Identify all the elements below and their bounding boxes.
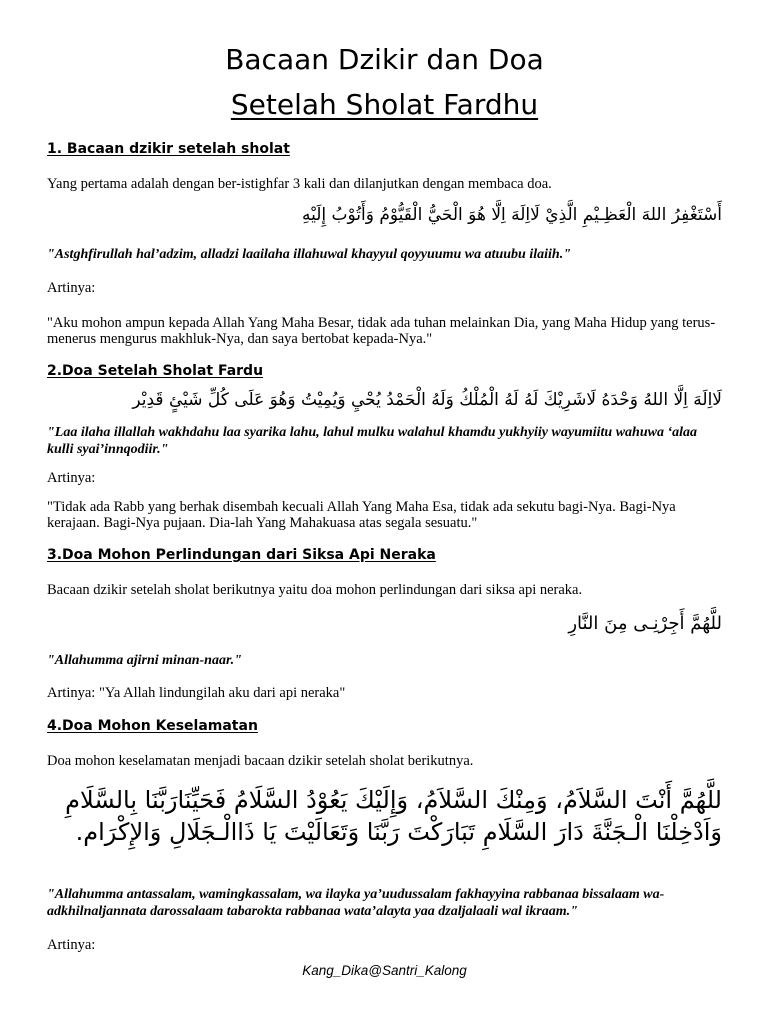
section-4-intro: Doa mohon keselamatan menjadi bacaan dzikir setelah sholat berikutnya. (47, 753, 474, 769)
section-2-arabic: لَااِلَهَ اِلَّا اللهُ وَحْدَهُ لَاشَرِيْكَ لَهُ لَهُ الْمُلْكُ وَلَهُ الْحَمْدُ يُحْيِ وَيُمِيْتُ وَهُوَ عَلَى كُلِّ شَيْئٍ قَدِيْر (132, 390, 722, 410)
section-1-translation: "Aku mohon ampun kepada Allah Yang Maha Besar, tidak ada tuhan melainkan Dia, yang Maha Hidup yang terus-menerus mengurus makhluk-Nya, dan saya bertobat kepada-Nya." (47, 315, 716, 347)
page-subtitle: Setelah Sholat Fardhu (230, 88, 539, 121)
section-3-arabic: للَّهُمَّ أَجِرْنِـى مِنَ النَّارِ (568, 613, 722, 634)
section-4-latin: "Allahumma antassalam, wamingkassalam, wa ilayka ya’uudussalam fakhayyina rabbanaa bissalaam wa-adkhilnaljannata darossalaam tabarokta rabbanaa wata’alayta yaa dzaljalaali wal ikraam." (47, 887, 665, 919)
section-1-heading: 1. Bacaan dzikir setelah sholat (47, 141, 290, 157)
section-2-translation: "Tidak ada Rabb yang berhak disembah kecuali Allah Yang Maha Esa, tidak ada sekutu bagi-Nya. Bagi-Nya kerajaan. Bagi-Nya pujaan. Dia-lah Yang Mahakuasa atas segala sesuatu." (47, 499, 676, 531)
section-1-latin: "Astghfirullah hal’adzim, alladzi laailaha illahuwal khayyul qoyyuumu wa atuubu ilaiih." (47, 247, 571, 262)
section-4-artinya-label: Artinya: (47, 937, 96, 953)
section-2-latin: "Laa ilaha illallah wakhdahu laa syarika lahu, lahul mulku walahul khamdu yukhyiiy wayumiitu wahuwa ‘alaa kulli syai’innqodiir." (47, 425, 698, 457)
section-1-arabic: أَسْتَغْفِرُ اللهَ الْعَظِـيْمِ الَّذِيْ لَااِلَهَ اِلَّا هُوَ الْحَيُّ الْقَيُّوْمُ وَأَتُوْبُ إِلَيْهِ (301, 205, 722, 225)
section-1-artinya-label: Artinya: (47, 280, 96, 296)
section-1-intro: Yang pertama adalah dengan ber-istighfar 3 kali dan dilanjutkan dengan membaca doa. (47, 176, 552, 192)
section-2-heading: 2.Doa Setelah Sholat Fardu (47, 363, 264, 379)
section-4-arabic: للَّهُمَّ أَنْتَ السَّلاَمُ، وَمِنْكَ السَّلاَمُ، وَإِلَيْكَ يَعُوْدُ السَّلَامُ فَحَيِّنَارَبَّنَا بِالسَّلَامِ وَاَدْخِلْنَا الْـجَنَّةَ دَارَ السَّلَامِ تَبَارَكْتَ رَبَّنَا وَتَعَالَيْتَ يَا ذَاالْـجَلَالِ وَالإِكْرَام. (65, 786, 722, 846)
section-3-translation: Artinya: "Ya Allah lindungilah aku dari api neraka" (47, 685, 346, 701)
section-4-heading: 4.Doa Mohon Keselamatan (47, 718, 258, 734)
footer-credit: Kang_Dika@Santri_Kalong (302, 963, 467, 978)
section-2-artinya-label: Artinya: (47, 470, 96, 486)
section-3-latin: "Allahumma ajirni minan-naar." (47, 653, 242, 668)
section-3-heading: 3.Doa Mohon Perlindungan dari Siksa Api Neraka (47, 547, 436, 563)
page-title: Bacaan Dzikir dan Doa (225, 43, 544, 76)
section-3-intro: Bacaan dzikir setelah sholat berikutnya yaitu doa mohon perlindungan dari siksa api neraka. (47, 582, 583, 598)
